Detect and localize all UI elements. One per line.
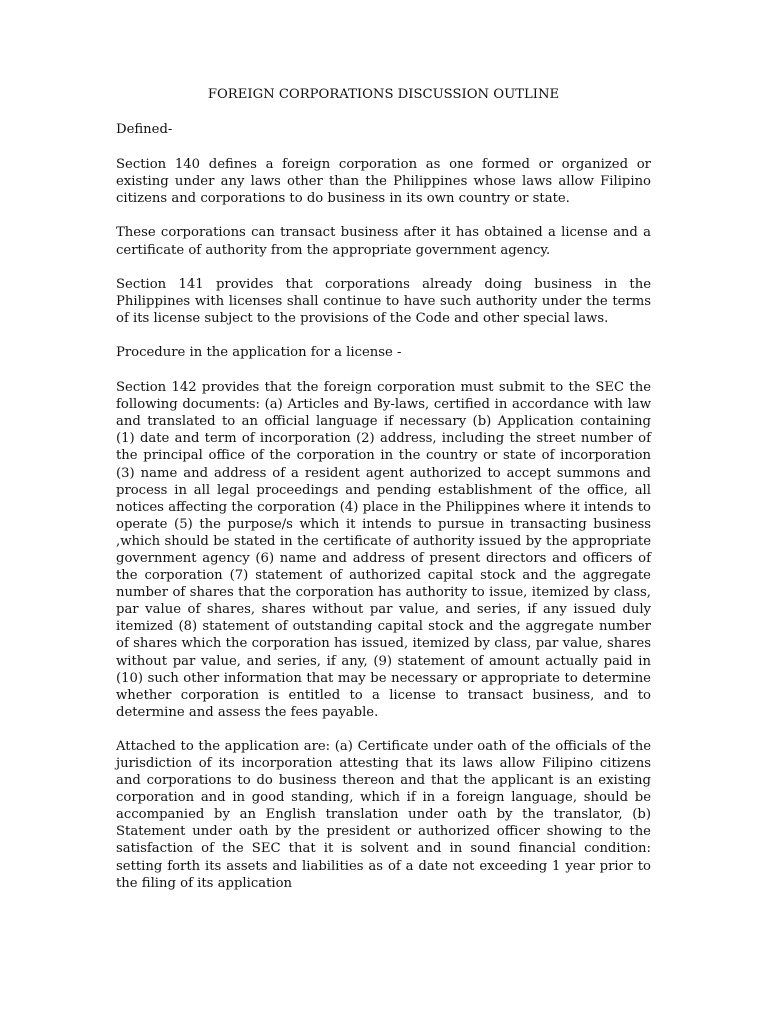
paragraph-section-142: Section 142 provides that the foreign corporation must submit to the SEC the following documents: (a) Articles and By-laws, certified in accordance with law and translated to an official language if necessary (b) Application containing (1) date and term of incorporation (2) address, including the street number of the principal office of the corporation in the country or state of incorporation (3) name and address of a resident agent authorized to accept summons and process in all legal proceedings and pending establishment of the office, all notices affecting the corporation (4) place in the Philippines where it intends to operate (5) the purpose/s which it intends to pursue in transacting business ,which should be stated in the certificate of authority issued by the appropriate government agency (6) name and address of present directors and officers of the corporation (7) statement of authorized capital stock and the aggregate number of shares that the corporation has authority to issue, itemized by class, par value of shares, shares without par value, and series, if any issued duly itemized (8) statement of outstanding capital stock and the aggregate number of shares which the corporation has issued, itemized by class, par value, shares without par value, and series, if any, (9) statement of amount actually paid in (10) such other information that may be necessary or appropriate to determine whether corporation is entitled to a license to transact business, and to determine and assess the fees payable. <box>116 380 651 720</box>
paragraph-attachments: Attached to the application are: (a) Certificate under oath of the officials of the jurisdiction of its incorporation attesting that its laws allow Filipino citizens and corporations to do business thereon and that the applicant is an existing corporation and in good standing, which if in a foreign language, should be accompanied by an English translation under oath by the translator, (b) Statement under oath by the president or authorized officer showing to the satisfaction of the SEC that it is solvent and in sound financial condition: setting forth its assets and liabilities as of a date not exceeding 1 year prior to the filing of its application <box>116 738 651 891</box>
document-title: FOREIGN CORPORATIONS DISCUSSION OUTLINE <box>207 87 560 102</box>
heading-procedure: Procedure in the application for a license - <box>116 344 402 360</box>
paragraph-section-140: Section 140 defines a foreign corporation as one formed or organized or existing under any laws other than the Philippines whose laws allow Filipino citizens and corporations to do business in its own country or state. <box>116 157 651 207</box>
heading-defined: Defined- <box>116 122 173 138</box>
paragraph-section-141: Section 141 provides that corporations already doing business in the Philippines with licenses shall continue to have such authority under the terms of its license subject to the provisions of the Code and other special laws. <box>116 276 651 326</box>
paragraph-transact-business: These corporations can transact business after it has obtained a license and a certificate of authority from the appropriate government agency. <box>116 225 651 258</box>
document-body <box>116 86 651 892</box>
